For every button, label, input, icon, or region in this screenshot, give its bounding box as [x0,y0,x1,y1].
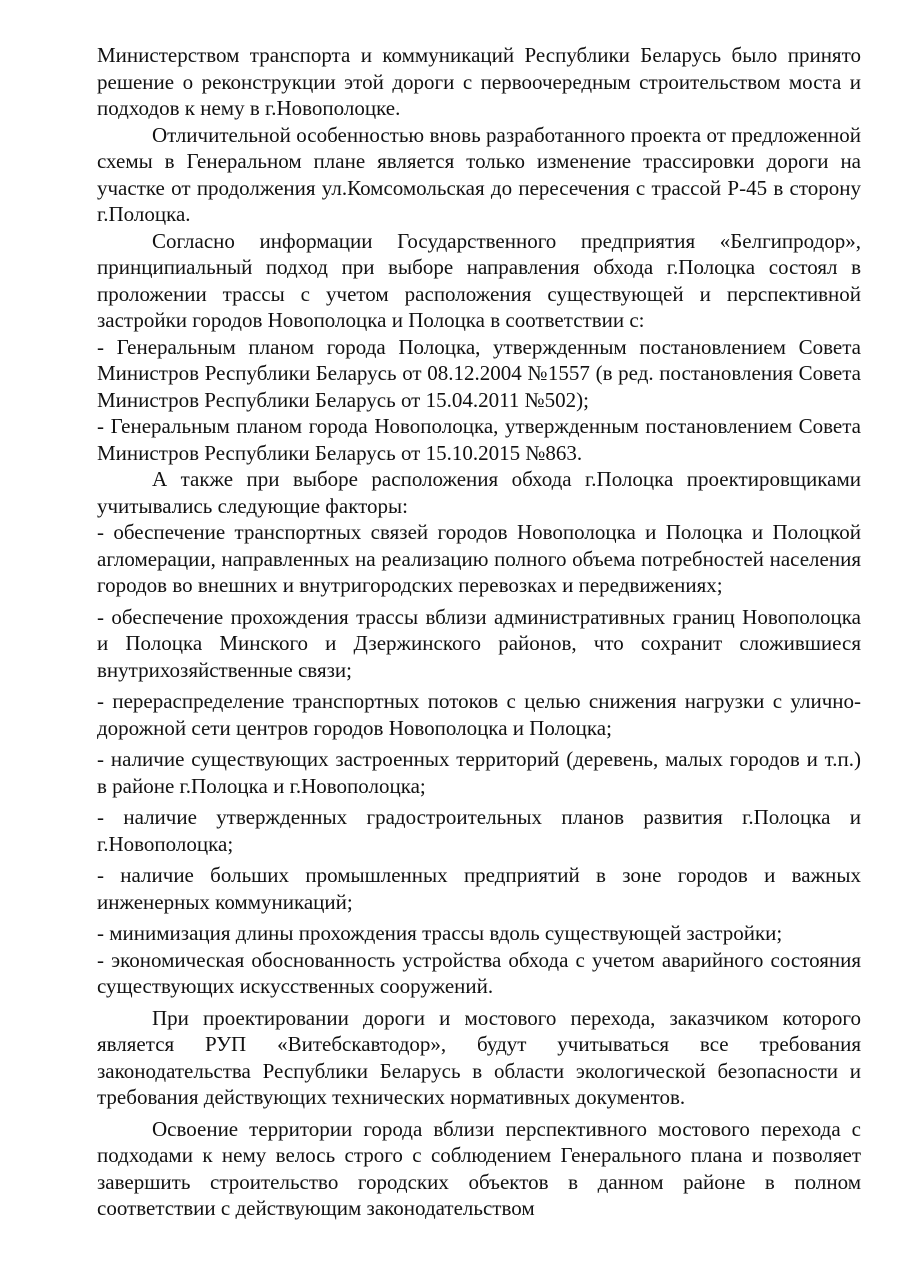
list-item-polotsk-general-plan: - Генеральным планом города Полоцка, утвержденным постановлением Совета Министров Республики Беларусь от 08.12.2004 №1557 (в ред. постановления Совета Министров Республики Беларусь от 15.04.2011 №502); [97,334,861,412]
paragraph-belgiprodor-info: Согласно информации Государственного предприятия «Белгипродор», принципиальный подход при выборе направления обхода г.Полоцка состоял в проложении трассы с учетом расположения существующей и перспективной застройки городов Новополоцка и Полоцка в соответствии с: [97,228,861,332]
paragraph-factors-intro: А также при выборе расположения обхода г.Полоцка проектировщиками учитывались следующие факторы: [97,467,861,518]
list-item-novopolotsk-general-plan: - Генеральным планом города Новополоцка, утвержденным постановлением Совета Министров Республики Беларусь от 15.10.2015 №863. [97,414,861,465]
document-page [97,42,861,1222]
paragraph-ministry-decision: Министерством транспорта и коммуникаций Республики Беларусь было принято решение о реконструкции этой дороги с первоочередным строительством моста и подходов к нему в г.Новополоцке. [97,43,861,120]
paragraph-design-requirements: При проектировании дороги и мостового перехода, заказчиком которого является РУП «Витебскавтодор», будут учитываться все требования законодательства Республики Беларусь в области экологической безопасности и требования действующих технических нормативных документов. [97,1005,861,1109]
paragraph-project-difference: Отличительной особенностью вновь разработанного проекта от предложенной схемы в Генеральном плане является только изменение трассировки дороги на участке от продолжения ул.Комсомольская до пересечения с трассой Р-45 в сторону г.Полоцка. [97,122,861,226]
list-item-built-up-areas: - наличие существующих застроенных территорий (деревень, малых городов и т.п.) в районе г.Полоцка и г.Новополоцка; [97,747,861,798]
paragraph-territory-development: Освоение территории города вблизи перспективного мостового перехода с подходами к нему велось строго с соблюдением Генерального плана и позволяет завершить строительство городских объектов в данном районе в полном соответствии с действующим законодательством [97,1116,861,1220]
list-item-urban-plans: - наличие утвержденных градостроительных планов развития г.Полоцка и г.Новополоцка; [97,805,861,856]
list-item-traffic-redistribution: - перераспределение транспортных потоков с целью снижения нагрузки с улично-дорожной сети центров городов Новополоцка и Полоцка; [97,689,861,740]
list-item-route-near-borders: - обеспечение прохождения трассы вблизи административных границ Новополоцка и Полоцка Минского и Дзержинского районов, что сохранит сложившиеся внутрихозяйственные связи; [97,604,861,682]
list-item-minimize-length: - минимизация длины прохождения трассы вдоль существующей застройки; [97,921,783,945]
list-item-industrial-enterprises: - наличие больших промышленных предприятий в зоне городов и важных инженерных коммуникаций; [97,863,861,914]
list-item-transport-links: - обеспечение транспортных связей городов Новополоцка и Полоцка и Полоцкой агломерации, направленных на реализацию полного объема потребностей населения городов во внешних и внутригородских перевозках и передвижениях; [97,520,861,597]
list-item-economic-justification: - экономическая обоснованность устройства обхода с учетом аварийного состояния существующих искусственных сооружений. [97,947,861,998]
